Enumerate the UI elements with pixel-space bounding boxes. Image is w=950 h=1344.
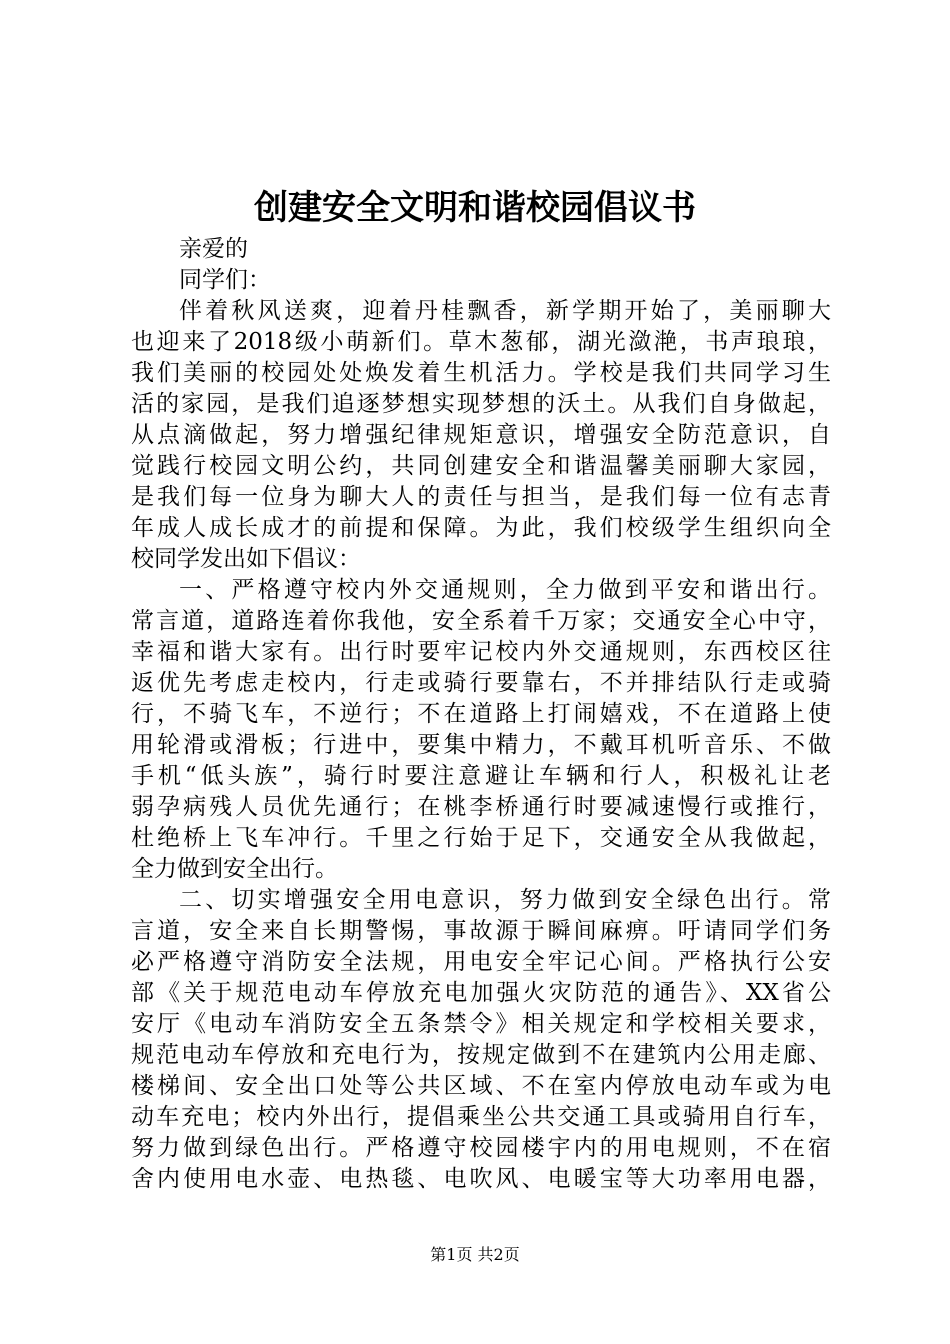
page-footer: 第1页 共2页	[430, 1245, 520, 1264]
document-title: 创建安全文明和谐校园倡议书	[254, 188, 696, 228]
text-line: 规范电动车停放和充电行为，按规定做到不在建筑内公用走廊、	[131, 1042, 831, 1068]
text-line: 部《关于规范电动车停放充电加强火灾防范的通告》、XX省公	[131, 980, 831, 1006]
text-line: 伴着秋风送爽，迎着丹桂飘香，新学期开始了，美丽聊大	[179, 298, 831, 324]
text-line: 也迎来了2018级小萌新们。草木葱郁，湖光潋滟，书声琅琅，	[131, 329, 831, 355]
text-line: 从点滴做起，努力增强纪律规矩意识，增强安全防范意识，自	[131, 422, 831, 448]
text-line: 幸福和谐大家有。出行时要牢记校内外交通规则，东西校区往	[131, 639, 831, 665]
text-line: 行，不骑飞车，不逆行；不在道路上打闹嬉戏，不在道路上使	[131, 701, 831, 727]
text-line: 全力做到安全出行。	[131, 856, 338, 882]
text-line: 手机“低头族”，骑行时要注意避让车辆和行人，积极礼让老	[131, 763, 831, 789]
text-line: 同学们：	[179, 267, 271, 293]
text-line: 返优先考虑走校内，行走或骑行要靠右，不并排结队行走或骑	[131, 670, 831, 696]
text-line: 我们美丽的校园处处焕发着生机活力。学校是我们共同学习生	[131, 360, 831, 386]
text-line: 言道，安全来自长期警惕，事故源于瞬间麻痹。吁请同学们务	[131, 918, 831, 944]
text-line: 觉践行校园文明公约，共同创建安全和谐温馨美丽聊大家园，	[131, 453, 831, 479]
text-line: 常言道，道路连着你我他，安全系着千万家；交通安全心中守，	[131, 608, 831, 634]
text-line: 杜绝桥上飞车冲行。千里之行始于足下，交通安全从我做起，	[131, 825, 831, 851]
document-body	[131, 234, 831, 1195]
text-line: 亲爱的	[179, 236, 248, 262]
text-line: 一、严格遵守校内外交通规则，全力做到平安和谐出行。	[179, 577, 831, 603]
text-line: 安厅《电动车消防安全五条禁令》相关规定和学校相关要求，	[131, 1011, 831, 1037]
text-line: 动车充电；校内外出行，提倡乘坐公共交通工具或骑用自行车，	[131, 1104, 831, 1130]
text-line: 活的家园，是我们追逐梦想实现梦想的沃土。从我们自身做起，	[131, 391, 831, 417]
text-line: 是我们每一位身为聊大人的责任与担当，是我们每一位有志青	[131, 484, 831, 510]
text-line: 楼梯间、安全出口处等公共区域、不在室内停放电动车或为电	[131, 1073, 831, 1099]
text-line: 必严格遵守消防安全法规，用电安全牢记心间。严格执行公安	[131, 949, 831, 975]
text-line: 校同学发出如下倡议：	[131, 546, 361, 572]
text-line: 努力做到绿色出行。严格遵守校园楼宇内的用电规则，不在宿	[131, 1135, 831, 1161]
text-line: 弱孕病残人员优先通行；在桃李桥通行时要减速慢行或推行，	[131, 794, 831, 820]
text-line: 舍内使用电水壶、电热毯、电吹风、电暖宝等大功率用电器，	[131, 1166, 831, 1192]
text-line: 二、切实增强安全用电意识，努力做到安全绿色出行。常	[179, 887, 831, 913]
text-line: 年成人成长成才的前提和保障。为此，我们校级学生组织向全	[131, 515, 831, 541]
text-line: 用轮滑或滑板；行进中，要集中精力，不戴耳机听音乐、不做	[131, 732, 831, 758]
